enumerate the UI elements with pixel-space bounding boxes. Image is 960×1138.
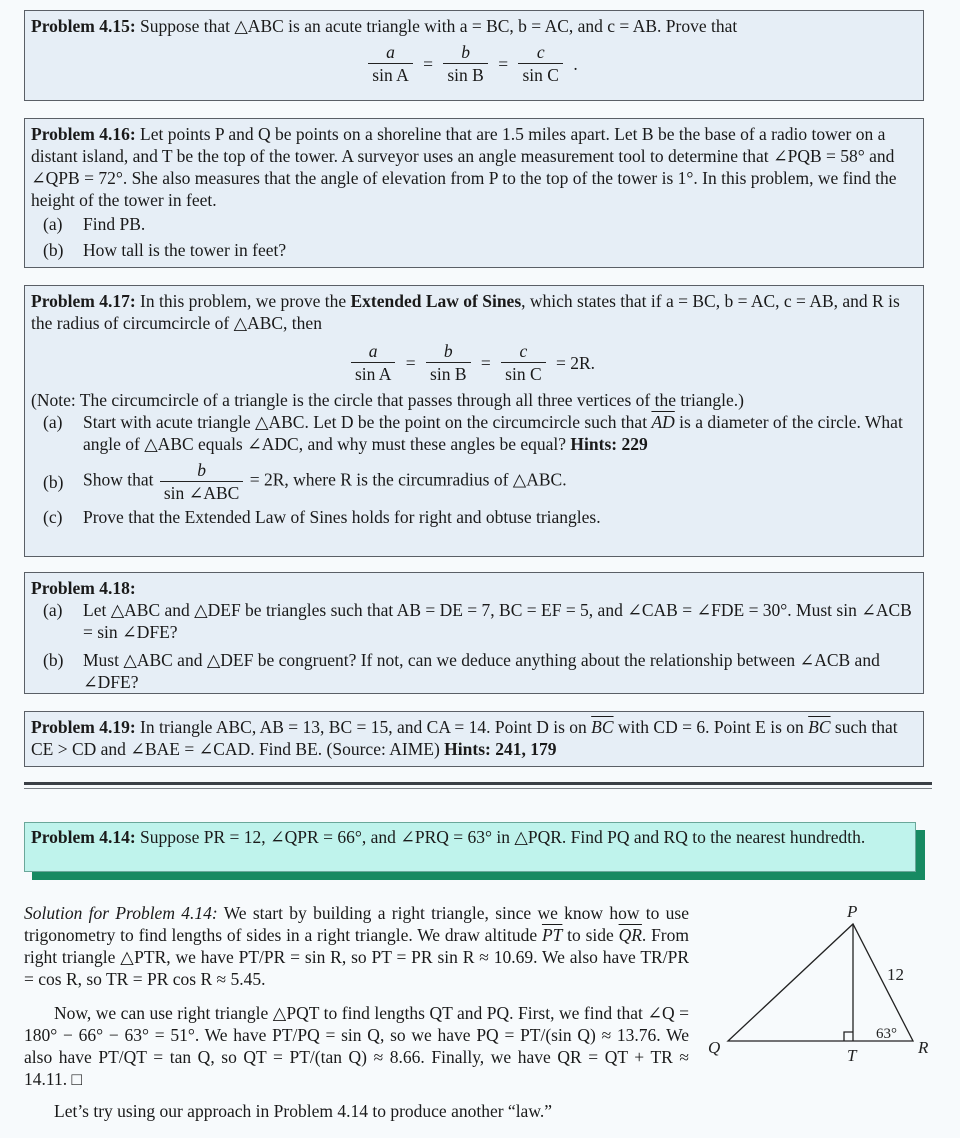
angle-label: 63°	[876, 1026, 897, 1042]
problem-text: Suppose that △ABC is an acute triangle with a = BC, b = AC, and c = AB. Prove that	[140, 16, 738, 36]
vertex-label-t: T	[847, 1046, 857, 1065]
bold-term: Extended Law of Sines	[350, 291, 522, 311]
problem-4-17-box: Problem 4.17: In this problem, we prove the Extended Law of Sines, which states that if a = BC, b = AC, c = AB, and R is the radius of circumcircle of △ABC, then $\frac{a}{\text{sin A}}$ = $\frac{b}{\text{sin B}}$ = $\frac{c}{\text{sin C}}$ = 2R. (Note: The circumcircle of a triangle is the circle that passes through all three vertices of the triangle.) (a) Start with acute triangle △ABC. Let D be the point on the circumcircle such that $\overline{AD}$ is a diameter of the circle. What angle of △ABC equals ∠ADC, and why must these angles be equal? Hints: 229 (b) Show that $\frac{b}{\text{sin ∠ABC}}$ = 2R, where R is the circumradius of △ABC. (c) Prove that the Extended Law of Sines holds for right and obtuse triangles.	[24, 285, 924, 557]
problem-4-16-box	[24, 118, 924, 268]
problem-part-a: (a) Let △ABC and △DEF be triangles such that AB = DE = 7, BC = EF = 5, and ∠CAB = ∠FDE = 30°. Must sin ∠ACB = sin ∠DFE?	[43, 600, 912, 642]
problem-part-b: (b) Must △ABC and △DEF be congruent? If not, can we deduce anything about the relationship between ∠ACB and ∠DFE?	[43, 650, 880, 692]
section-divider	[24, 782, 932, 785]
solution-paragraph-2: Now, we can use right triangle △PQT to find lengths QT and PQ. First, we find that ∠Q = 180° − 66° − 63° = 51°. We have PT/PQ = sin Q, so we have PQ = PT/(sin Q) ≈ 13.76. We also have PT/QT = tan Q, so QT = PT/(tan Q) ≈ 8.66. Finally, we have QR = QT + TR ≈ 14.11. □	[24, 1003, 689, 1089]
problem-part-c: (c) Prove that the Extended Law of Sines holds for right and obtuse triangles.	[43, 507, 601, 527]
transition-paragraph: Let’s try using our approach in Problem 4.14 to produce another “law.”	[54, 1101, 552, 1121]
hints-label: Hints:	[444, 739, 491, 759]
vertex-label-q: Q	[708, 1038, 721, 1057]
qed-symbol: □	[71, 1069, 83, 1089]
law-of-sines-equation: $\frac{a}{\text{sin A}}$ = $\frac{b}{\text{sin B}}$ = $\frac{c}{\text{sin C}}$ .	[31, 41, 917, 86]
triangle-pqr-figure	[700, 895, 950, 1070]
vertex-label-p: P	[847, 902, 858, 921]
hints-value[interactable]: 241, 179	[495, 739, 557, 759]
problem-label: Problem 4.14:	[31, 827, 136, 847]
problem-4-14-box	[24, 822, 916, 872]
problem-4-19-box: Problem 4.19: In triangle ABC, AB = 13, BC = 15, and CA = 14. Point D is on $\overline{BC}$ with CD = 6. Point E is on $\overline{BC}$ such that CE > CD and ∠BAE = ∠CAD. Find BE. (Source: AIME) Hints: 241, 179	[24, 711, 924, 767]
note: (Note: The circumcircle of a triangle is the circle that passes through all three vertices of the triangle.)	[31, 390, 744, 410]
problem-part-b: (b) Show that $\frac{b}{\text{sin ∠ABC}}$ = 2R, where R is the circumradius of △ABC.	[43, 460, 567, 503]
vertex-label-r: R	[918, 1038, 929, 1057]
problem-text: Suppose PR = 12, ∠QPR = 66°, and ∠PRQ = 63° in △PQR. Find PQ and RQ to the nearest hundredth.	[140, 827, 866, 847]
problem-label: Problem 4.18:	[31, 578, 136, 598]
extended-law-of-sines-equation: $\frac{a}{\text{sin A}}$ = $\frac{b}{\text{sin B}}$ = $\frac{c}{\text{sin C}}$ = 2R.	[31, 340, 917, 385]
problem-label: Problem 4.19:	[31, 717, 136, 737]
solution-heading: Solution for Problem 4.14:	[24, 903, 218, 923]
problem-text: In this problem, we prove the	[140, 291, 347, 311]
hints-value[interactable]: 229	[621, 434, 648, 454]
problem-label: Problem 4.17:	[31, 291, 136, 311]
problem-label: Problem 4.16:	[31, 124, 136, 144]
section-divider-thin	[24, 788, 932, 789]
problem-4-15-box	[24, 10, 924, 101]
problem-4-18-box	[24, 572, 924, 694]
problem-text: Let points P and Q be points on a shoreline that are 1.5 miles apart. Let B be the base of a radio tower on a distant island, and T be the top of the tower. A surveyor uses an angle measurement tool to determine that ∠PQB = 58° and ∠QPB = 72°. She also measures that the angle of elevation from P to the top of the tower is 1°. In this problem, we find the height of the tower in feet.	[31, 124, 897, 210]
problem-label: Problem 4.15:	[31, 16, 136, 36]
problem-part-a: (a) Start with acute triangle △ABC. Let D be the point on the circumcircle such that $\overline{AD}$ is a diameter of the circle. What angle of △ABC equals ∠ADC, and why must these angles be equal? Hints: 229	[43, 412, 903, 454]
problem-part-b: (b) How tall is the tower in feet?	[43, 240, 287, 260]
problem-part-a: (a) Find PB.	[43, 214, 146, 234]
solution-paragraph-1: Solution for Problem 4.14: We start by building a right triangle, since we know how to use trigonometry to find lengths of sides in a right triangle. We draw altitude $\overline{PT}$ to side $\overline{QR}$. From right triangle △PTR, we have PT/PR = sin R, so PT = PR sin R ≈ 10.69. We also have TR/PR = cos R, so TR = PR cos R ≈ 5.45.	[24, 903, 689, 989]
side-length-label: 12	[887, 965, 904, 984]
hints-label: Hints:	[570, 434, 618, 454]
